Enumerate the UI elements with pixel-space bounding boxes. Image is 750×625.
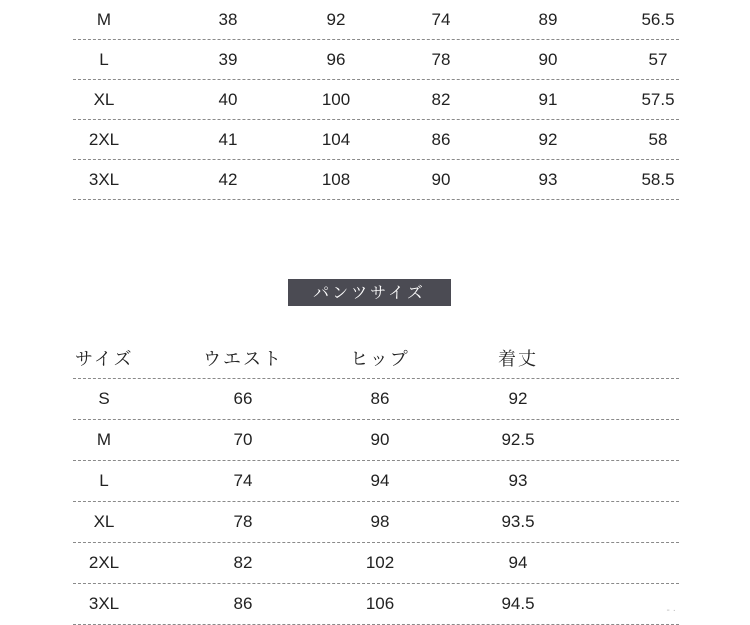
watermark: - · [666,605,676,616]
hip-cell: 106 [365,594,395,613]
value-cell: 78 [431,50,451,69]
length-cell: 92.5 [501,430,535,449]
value-cell: 92 [538,130,558,149]
header-waist: ウエスト [203,349,283,370]
table-row [73,40,679,80]
waist-cell: 78 [233,512,253,531]
length-cell: 92 [508,389,528,408]
waist-cell: 86 [233,594,253,613]
value-cell: 57.5 [641,90,675,109]
hip-cell: 94 [370,471,390,490]
value-cell: 58.5 [641,170,675,189]
value-cell: 40 [218,90,238,109]
value-cell: 57 [648,50,668,69]
size-cell: M [96,10,112,29]
size-cell: L [99,50,109,69]
value-cell: 90 [431,170,451,189]
value-cell: 100 [321,90,351,109]
table-row [73,120,679,160]
value-cell: 41 [218,130,238,149]
pants-size-table [73,340,679,625]
table-row [73,420,679,461]
table-header-row [73,340,679,379]
value-cell: 82 [431,90,451,109]
hip-cell: 98 [370,512,390,531]
header-size: サイズ [75,349,134,370]
value-cell: 42 [218,170,238,189]
table-row [73,584,679,625]
value-cell: 108 [321,170,351,189]
size-cell: 2XL [88,130,120,149]
value-cell: 38 [218,10,238,29]
table-row [73,80,679,120]
value-cell: 92 [326,10,346,29]
value-cell: 86 [431,130,451,149]
header-hip: ヒップ [350,349,410,370]
table-row [73,379,679,420]
length-cell: 93 [508,471,528,490]
size-cell: 2XL [88,553,120,572]
value-cell: 96 [326,50,346,69]
header-length: 着丈 [498,349,538,370]
length-cell: 93.5 [501,512,535,531]
size-cell: L [99,471,109,490]
hip-cell: 102 [365,553,395,572]
size-cell: XL [93,90,115,109]
size-cell: M [96,430,112,449]
table-row [73,461,679,502]
value-cell: 91 [538,90,558,109]
waist-cell: 66 [233,389,253,408]
table-row [73,160,679,200]
waist-cell: 70 [233,430,253,449]
value-cell: 93 [538,170,558,189]
length-cell: 94 [508,553,528,572]
table-row [73,0,679,40]
top-size-table [73,0,679,200]
waist-cell: 74 [233,471,253,490]
value-cell: 104 [321,130,351,149]
size-cell: S [98,389,110,408]
table-row [73,502,679,543]
value-cell: 58 [648,130,668,149]
table-row [73,543,679,584]
waist-cell: 82 [233,553,253,572]
size-cell: 3XL [88,170,120,189]
size-cell: XL [93,512,115,531]
pants-size-title: パンツサイズ [288,279,451,306]
value-cell: 56.5 [641,10,675,29]
value-cell: 90 [538,50,558,69]
value-cell: 89 [538,10,558,29]
size-cell: 3XL [88,594,120,613]
value-cell: 39 [218,50,238,69]
hip-cell: 90 [370,430,390,449]
value-cell: 74 [431,10,451,29]
hip-cell: 86 [370,389,390,408]
length-cell: 94.5 [501,594,535,613]
